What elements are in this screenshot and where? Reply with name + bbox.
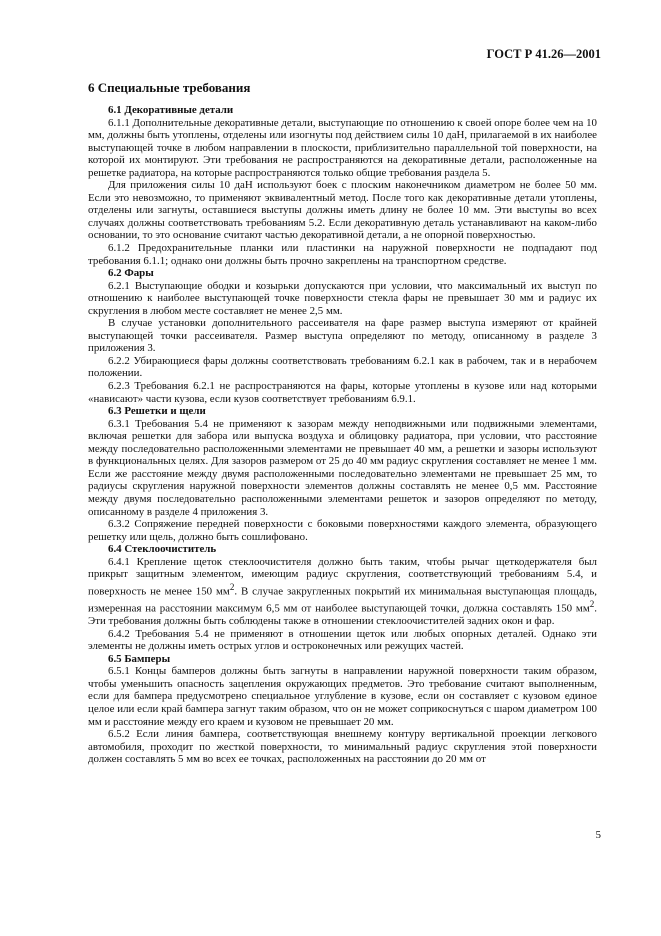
heading-6-5: 6.5 Бамперы [108,652,171,665]
paragraph-6-2-3: 6.2.3 Требования 6.2.1 не распространяются на фары, которые утоплены в кузове или над которыми «нависают» части кузова, если кузов соответствует требованиям 6.9.1. [88,380,597,405]
document-id: ГОСТ Р 41.26—2001 [486,47,601,61]
heading-6-3: 6.3 Решетки и щели [108,405,206,418]
paragraph-6-1-2: 6.1.2 Предохранительные планки или пластинки на наружной поверхности не подпадают под требования 6.1.1; однако они должны быть прочно закреплены на транспортном средстве. [88,242,597,267]
paragraph-6-4-1 [88,556,597,628]
paragraph-6-5-2: 6.5.2 Если линия бампера, соответствующая внешнему контуру вертикальной проекции легкового автомобиля, проходит по жесткой поверхности, то минимальный радиус скругления этой поверхности должен составлять 5 мм во всех ее точках, расположенных на расстоянии до 20 мм от [88,728,597,766]
paragraph-6-1-1-cont: Для приложения силы 10 даН используют боек с плоским наконечником диаметром не более 50 мм. Если это невозможно, то применяют эквивалентный метод. После того как декоративные детали утоплены, отделены или загнуты, оставшиеся выступы должны иметь длину не более 10 мм. Эти выступы во всех случаях должны соответствовать требованиям 5.2. Если декоративную деталь устанавливают на каком-либо основании, то это основание считают частью декоративной детали, а не опорной поверхностью. [88,179,597,242]
section-title: 6 Специальные требования [88,80,251,95]
paragraph-6-1-1: 6.1.1 Дополнительные декоративные детали, выступающие по отношению к своей опоре более чем на 10 мм, должны быть утоплены, отделены или изогнуты под действием силы 10 даН, прилагаемой в их наиболее выступающей точке в любом направлении в плоскости, приблизительно параллельной той поверхности, на которой их монтируют. Эти требования не распространяются на декоративные детали, расположенные на решетке радиатора, на которые распространяются только общие требования раздела 5. [88,116,597,179]
paragraph-6-5-1: 6.5.1 Концы бамперов должны быть загнуты в направлении наружной поверхности таким образом, чтобы уменьшить опасность зацепления окружающих предметов. Это требование считают выполненным, если для бампера предусмотрено специальное углубление в кузове, если он составляет с кузовом единое целое или если край бампера загнут таким образом, что он не может соприкоснуться с шаром диаметром 100 мм и расстояние между его краем и кузовом не превышает 20 мм. [88,665,597,728]
paragraph-6-4-2: 6.4.2 Требования 5.4 не применяют в отношении щеток или любых опорных деталей. Однако эти элементы не должны иметь острых углов и остроконечных или режущих частей. [88,627,597,653]
paragraph-6-2-1: 6.2.1 Выступающие ободки и козырьки допускаются при условии, что максимальный их выступ по отношению к наиболее выступающей точке поверхности стекла фары не превышает 30 мм и радиус их скругления в любом месте составляет не менее 2,5 мм. [88,279,597,317]
paragraph-6-3-2: 6.3.2 Сопряжение передней поверхности с боковыми поверхностями каждого элемента, образующего решетку или щель, должно быть сошлифовано. [88,518,597,543]
paragraph-6-4-1-part3: . Эти требования должны быть соблюдены также в отношении стеклоочистителей задних окон и фар. [88,602,597,628]
heading-6-4: 6.4 Стеклоочиститель [108,543,217,556]
paragraph-6-4-1-part2: . В случае закругленных покрытий их минимальная выступающая площадь, измеренная на расстоянии максимум 6,5 мм от наиболее выступающей точки, должна составлять 150 мм [88,585,598,615]
heading-6-1: 6.1 Декоративные детали [108,104,234,116]
page-number: 5 [595,829,601,841]
superscript: 2 [229,581,235,592]
document-body [88,104,597,766]
paragraph-6-2-2: 6.2.2 Убирающиеся фары должны соответствовать требованиям 6.2.1 как в рабочем, так и в нерабочем положении. [88,354,597,380]
paragraph-6-4-1-part1: 6.4.1 Крепление щеток стеклоочистителя должно быть таким, чтобы рычаг щеткодержателя был прикрыт защитным элементом, имеющим радиус скругления, соответствующий требованиям 5.4, и поверхность не менее 150 мм [88,555,597,598]
paragraph-6-3-1: 6.3.1 Требования 5.4 не применяют к зазорам между неподвижными или подвижными элементами, включая решетки для забора или выпуска воздуха и облицовку радиатора, при условии, что расстояние между последовательно расположенными элементами не превышает 40 мм, а решетки и зазоры используют в функциональных целях. Для зазоров размером от 25 до 40 мм радиус скругления составляет не менее 1 мм. Если же расстояние между двумя расположенными последовательно элементами не превышает 25 мм, то радиусы скругления наружной поверхности элементов должны составлять не менее 0,5 мм. Расстояние между двумя последовательно расположенными элементами решеток и зазоров определяют по методу, описанному в разделе 4 приложения 3. [88,417,597,518]
superscript: 2 [589,598,595,609]
heading-6-2: 6.2 Фары [108,267,154,280]
paragraph-6-2-1-cont: В случае установки дополнительного рассеивателя на фаре размер выступа измеряют от крайней выступающей точки рассеивателя. Размер выступа определяют по методу, описанному в разделе 3 приложения 3. [88,317,597,355]
